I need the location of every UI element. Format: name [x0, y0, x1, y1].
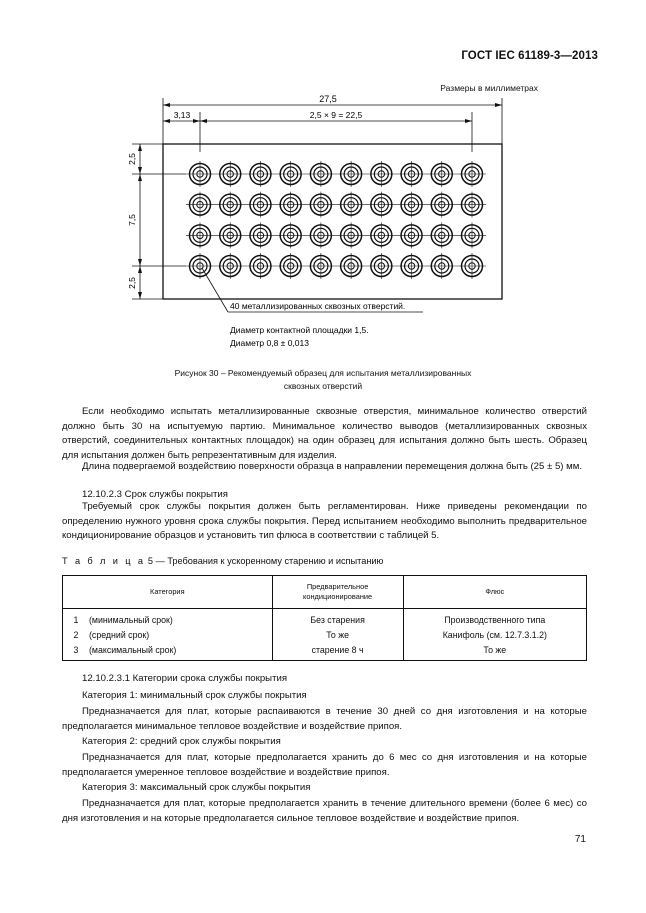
plated-hole — [250, 161, 271, 187]
note-hole-diameter: Диаметр 0,8 ± 0,013 — [230, 338, 309, 348]
plated-hole — [280, 161, 301, 187]
paragraph-coating-life — [62, 500, 587, 544]
paragraph-length — [62, 460, 587, 475]
paragraph-holes-count-text: Если необходимо испытать металлизированные сквозные отверстия, минимальное количество отверстий должно быть 30 на испытуемую партию. Минимальное количество выводов (металлизированных сквозных отверстий, соединительных контактных площадок) на один образец для испытания должно быть шесть. Образец для испытания должен быть репрезентативным для изделия. — [62, 406, 587, 461]
heading-coating-life: 12.10.2.3 Срок службы покрытия — [82, 489, 228, 500]
plated-hole — [341, 222, 362, 248]
plated-hole — [280, 192, 301, 218]
plated-hole — [462, 161, 483, 187]
plated-hole — [250, 222, 271, 248]
plated-holes-grid — [186, 161, 486, 279]
category-number: 3 — [73, 644, 79, 655]
table-header-preconditioning: Предварительное кондиционирование — [272, 576, 403, 609]
category-3-title: Категория 3: максимальный срок службы покрытия — [82, 782, 311, 793]
category-number: 1 — [73, 614, 79, 625]
plated-hole — [310, 161, 331, 187]
plated-hole — [371, 192, 392, 218]
table-cell-preconditioning: Без старения — [272, 609, 403, 628]
dim-pitch-label: 2,5 × 9 = 22,5 — [309, 110, 363, 120]
table-cell-category — [63, 627, 273, 642]
plated-hole — [310, 253, 331, 279]
plated-hole — [462, 192, 483, 218]
units-note: Размеры в миллиметрах — [440, 83, 538, 93]
table-header-flux: Флюс — [403, 576, 586, 609]
plated-hole — [401, 222, 422, 248]
table-row — [63, 642, 587, 661]
plated-hole — [310, 192, 331, 218]
category-2-text — [62, 751, 587, 780]
table-row — [63, 627, 587, 642]
plated-hole — [341, 161, 362, 187]
plated-hole — [401, 161, 422, 187]
plated-hole — [280, 222, 301, 248]
table-cell-flux: Канифоль (см. 12.7.3.1.2) — [403, 627, 586, 642]
category-name: (минимальный срок) — [89, 614, 173, 625]
plated-hole — [431, 161, 452, 187]
standard-header: ГОСТ IEC 61189-3—2013 — [461, 50, 598, 62]
table-header-row — [63, 576, 587, 609]
category-1-title: Категория 1: минимальный срок службы покрытия — [82, 690, 307, 701]
table-caption-title: 5 — Требования к ускоренному старению и испытанию — [145, 556, 384, 566]
table-cell-flux: Производственного типа — [403, 609, 586, 628]
plated-hole — [431, 192, 452, 218]
table-caption — [62, 556, 383, 566]
heading-categories: 12.10.2.3.1 Категории срока службы покрытия — [82, 673, 288, 684]
table-cell-preconditioning: старение 8 ч — [272, 642, 403, 661]
table-5 — [62, 575, 587, 661]
table-row — [63, 609, 587, 628]
plated-hole — [341, 253, 362, 279]
table-cell-category — [63, 609, 273, 628]
plated-hole — [250, 253, 271, 279]
plated-hole — [220, 222, 241, 248]
plated-hole — [220, 253, 241, 279]
category-name: (максимальный срок) — [89, 644, 177, 655]
category-2-text-body: Предназначается для плат, которые предполагается хранить до 6 мес со дня изготовления и на которые предполагается умеренное тепловое воздействие и воздействие припоя. — [62, 752, 587, 778]
category-3-text-body: Предназначается для плат, которые предполагается хранить в течение длительного времени (более 6 мес) со дня изготовления и на которые предполагается сильное тепловое воздействие и воздействие припоя. — [62, 798, 587, 824]
plated-hole — [401, 253, 422, 279]
plated-hole — [280, 253, 301, 279]
plated-hole — [371, 253, 392, 279]
page-number: 71 — [574, 834, 586, 845]
dim-v-top-label: 2,5 — [127, 153, 137, 165]
plated-hole — [431, 222, 452, 248]
category-3-text — [62, 797, 587, 826]
plated-hole — [220, 192, 241, 218]
table-caption-label: Т а б л и ц а — [62, 556, 146, 566]
paragraph-length-text: Длина подвергаемой воздействию поверхности образца в направлении перемещения должна быть (25 ± 5) мм. — [82, 461, 582, 472]
plated-hole — [310, 222, 331, 248]
plated-hole — [190, 161, 211, 187]
test-coupon-figure — [118, 90, 538, 350]
category-number: 2 — [73, 629, 79, 640]
plated-hole — [341, 192, 362, 218]
table-header-category: Категория — [63, 576, 273, 609]
plated-hole — [190, 192, 211, 218]
paragraph-holes-count — [62, 405, 587, 463]
plated-hole — [220, 161, 241, 187]
paragraph-coating-life-text: Требуемый срок службы покрытия должен быть регламентирован. Ниже приведены рекомендации по определению нужного уровня срока службы покрытия. Перед испытанием необходимо выполнить предварительное кондиционирование образцов и установить тип флюса в соответствии с таблицей 5. — [62, 501, 587, 542]
coupon-outline — [163, 144, 502, 299]
dim-offset-label: 3,13 — [173, 110, 191, 120]
note-land-diameter: Диаметр контактной площадки 1,5. — [230, 325, 369, 335]
category-1-text — [62, 705, 587, 734]
plated-hole — [371, 222, 392, 248]
category-name: (средний срок) — [89, 629, 150, 640]
plated-hole — [431, 253, 452, 279]
table-cell-category — [63, 642, 273, 661]
dim-v-bottom-label: 2,5 — [127, 277, 137, 289]
plated-hole — [190, 222, 211, 248]
note-holes-count: 40 металлизированных сквозных отверстий. — [230, 301, 406, 311]
figure-caption — [0, 367, 646, 393]
plated-hole — [190, 253, 211, 279]
figure-caption-line-1: Рисунок 30 – Рекомендуемый образец для испытания металлизированных — [174, 368, 472, 378]
figure-caption-line-2: сквозных отверстий — [283, 381, 363, 391]
dim-v-mid-label: 7,5 — [127, 214, 137, 226]
plated-hole — [250, 192, 271, 218]
table-cell-flux: То же — [403, 642, 586, 661]
plated-hole — [462, 253, 483, 279]
dim-overall-label: 27,5 — [319, 94, 337, 104]
category-2-title: Категория 2: средний срок службы покрытия — [82, 736, 281, 747]
plated-hole — [401, 192, 422, 218]
plated-hole — [462, 222, 483, 248]
table-cell-preconditioning: То же — [272, 627, 403, 642]
plated-hole — [371, 161, 392, 187]
category-1-text-body: Предназначается для плат, которые распаиваются в течение 30 дней со дня изготовления и на которые предполагается минимальное тепловое воздействие и воздействие припоя. — [62, 706, 587, 732]
